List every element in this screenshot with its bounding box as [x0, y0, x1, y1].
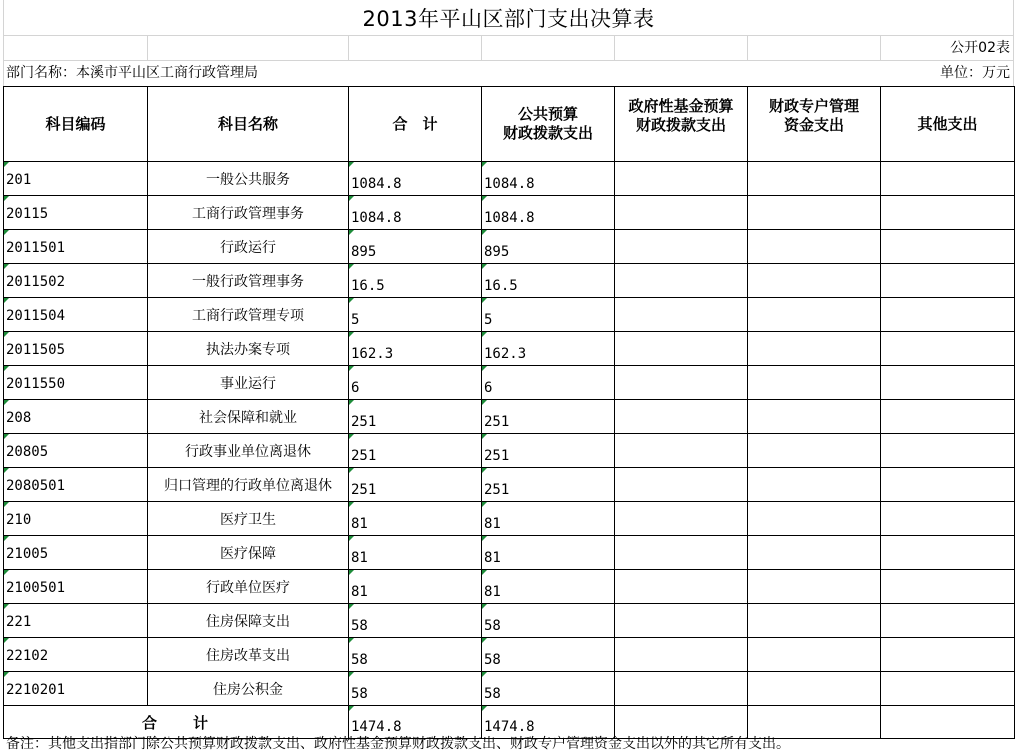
header-gov-fund-line2: 财政拨款支出 [635, 116, 726, 134]
subject-code: 2100501 [6, 580, 66, 596]
subject-code-cell [4, 570, 148, 604]
table-row [4, 366, 1015, 400]
gov-fund-cell [615, 672, 748, 706]
subject-code: 221 [6, 614, 32, 630]
other-cell [881, 502, 1015, 536]
total-cell [349, 264, 482, 298]
public-budget-cell [482, 672, 615, 706]
public-budget-value: 16.5 [484, 278, 518, 294]
cell-marker [349, 434, 354, 439]
special-account-cell [748, 570, 881, 604]
total-value: 81 [351, 516, 368, 532]
table-row [4, 332, 1015, 366]
total-cell [349, 638, 482, 672]
table-row [4, 604, 1015, 638]
cell-marker [349, 468, 354, 473]
public-budget-cell [482, 468, 615, 502]
public-budget-value: 81 [484, 584, 501, 600]
gov-fund-cell [615, 298, 748, 332]
subject-code-cell [4, 264, 148, 298]
total-cell [349, 672, 482, 706]
cell-marker [482, 638, 487, 643]
table-row [4, 400, 1015, 434]
total-cell [349, 536, 482, 570]
public-budget-cell [482, 604, 615, 638]
total-cell [349, 230, 482, 264]
subject-name: 社会保障和就业 [148, 400, 349, 434]
public-budget-cell [482, 570, 615, 604]
table-row [4, 468, 1015, 502]
special-account-cell [748, 332, 881, 366]
total-cell [349, 400, 482, 434]
total-cell [349, 196, 482, 230]
subject-code-cell [4, 400, 148, 434]
public-budget-cell [482, 638, 615, 672]
table-row [4, 570, 1015, 604]
table-row [4, 196, 1015, 230]
header-special-account [748, 87, 881, 162]
subject-code-cell [4, 536, 148, 570]
other-cell [881, 162, 1015, 196]
public-budget-value: 6 [484, 380, 493, 396]
cell-marker [4, 230, 9, 235]
public-budget-cell [482, 366, 615, 400]
public-budget-cell [482, 434, 615, 468]
special-account-cell [748, 638, 881, 672]
cell-marker [4, 298, 9, 303]
special-account-cell [748, 536, 881, 570]
cell-marker [4, 536, 9, 541]
header-gov-fund-line1: 政府性基金预算 [628, 97, 734, 115]
public-budget-cell [482, 264, 615, 298]
other-cell [881, 434, 1015, 468]
subject-name: 住房公积金 [148, 672, 349, 706]
table-row [4, 434, 1015, 468]
cell-marker [482, 298, 487, 303]
public-budget-value: 895 [484, 244, 510, 260]
total-cell [349, 298, 482, 332]
total-value: 251 [351, 414, 377, 430]
cell-marker [4, 502, 9, 507]
header-other: 其他支出 [881, 87, 1015, 162]
grid-line [747, 35, 748, 61]
grid-line [4, 35, 1014, 36]
public-budget-value: 58 [484, 652, 501, 668]
subject-name: 工商行政管理专项 [148, 298, 349, 332]
subject-code: 208 [6, 410, 32, 426]
special-account-cell [748, 468, 881, 502]
other-cell [881, 298, 1015, 332]
public-budget-value: 5 [484, 312, 493, 328]
gov-fund-cell [615, 400, 748, 434]
total-value: 895 [351, 244, 377, 260]
grid-line [614, 35, 615, 61]
subject-code: 2080501 [6, 478, 66, 494]
total-value: 16.5 [351, 278, 385, 294]
table-row [4, 502, 1015, 536]
other-cell [881, 366, 1015, 400]
public-budget-cell [482, 536, 615, 570]
header-public-budget-line1: 公共预算 [517, 105, 578, 123]
cell-marker [4, 366, 9, 371]
cell-marker [482, 400, 487, 405]
total-value: 58 [351, 652, 368, 668]
public-budget-value: 1084.8 [484, 176, 535, 192]
total-cell [349, 468, 482, 502]
total-cell [349, 434, 482, 468]
total-cell [349, 502, 482, 536]
subject-name: 医疗卫生 [148, 502, 349, 536]
table-row [4, 638, 1015, 672]
subject-code: 2011505 [6, 342, 66, 358]
special-account-cell [748, 672, 881, 706]
public-budget-value: 58 [484, 686, 501, 702]
other-cell [881, 536, 1015, 570]
subject-code-cell [4, 298, 148, 332]
subject-code: 2011502 [6, 274, 66, 290]
table-row [4, 230, 1015, 264]
table-row [4, 298, 1015, 332]
subject-code-cell [4, 332, 148, 366]
subject-name: 行政运行 [148, 230, 349, 264]
subject-code: 2210201 [6, 682, 66, 698]
header-code: 科目编码 [4, 87, 148, 162]
subject-code: 201 [6, 172, 32, 188]
gov-fund-cell [615, 604, 748, 638]
total-amount-value: 1474.8 [351, 719, 402, 735]
special-account-cell [748, 298, 881, 332]
subject-code-cell [4, 434, 148, 468]
public-budget-cell [482, 162, 615, 196]
subject-code: 2011501 [6, 240, 66, 256]
gov-fund-cell [615, 332, 748, 366]
grid-line [880, 35, 881, 61]
cell-marker [482, 196, 487, 201]
subject-code: 2011550 [6, 376, 66, 392]
total-cell [349, 604, 482, 638]
cell-marker [349, 502, 354, 507]
table-row [4, 162, 1015, 196]
subject-name: 行政单位医疗 [148, 570, 349, 604]
subject-code: 22102 [6, 648, 49, 664]
public-budget-value: 251 [484, 448, 510, 464]
special-account-cell [748, 196, 881, 230]
header-public-budget-line2: 财政拨款支出 [502, 124, 593, 142]
total-cell [349, 162, 482, 196]
cell-marker [349, 672, 354, 677]
total-value: 162.3 [351, 346, 394, 362]
header-row [4, 87, 1015, 162]
public-budget-value: 81 [484, 550, 501, 566]
total-value: 1084.8 [351, 176, 402, 192]
cell-marker [349, 638, 354, 643]
other-cell [881, 196, 1015, 230]
header-total: 合 计 [349, 87, 482, 162]
subject-name: 事业运行 [148, 366, 349, 400]
subject-code: 2011504 [6, 308, 66, 324]
other-cell [881, 400, 1015, 434]
public-budget-cell [482, 502, 615, 536]
grid-line [147, 35, 148, 61]
special-account-cell [748, 162, 881, 196]
other-cell [881, 468, 1015, 502]
total-label: 合 计 [4, 706, 349, 739]
special-account-cell [748, 434, 881, 468]
total-public-value: 1474.8 [484, 719, 535, 735]
public-budget-cell [482, 332, 615, 366]
cell-marker [349, 196, 354, 201]
subject-name: 执法办案专项 [148, 332, 349, 366]
subject-name: 住房保障支出 [148, 604, 349, 638]
subject-code: 210 [6, 512, 32, 528]
subject-code-cell [4, 196, 148, 230]
expenditure-table [3, 86, 1015, 739]
cell-marker [4, 332, 9, 337]
cell-marker [4, 162, 9, 167]
gov-fund-cell [615, 638, 748, 672]
unit-label: 单位：万元 [940, 65, 1010, 81]
header-public-budget [482, 87, 615, 162]
total-value: 58 [351, 618, 368, 634]
special-account-cell [748, 400, 881, 434]
cell-marker [482, 434, 487, 439]
cell-marker [482, 366, 487, 371]
total-cell [349, 366, 482, 400]
table-row [4, 536, 1015, 570]
subject-code-cell [4, 604, 148, 638]
other-cell [881, 230, 1015, 264]
total-value: 6 [351, 380, 360, 396]
subject-code-cell [4, 468, 148, 502]
gov-fund-cell [615, 162, 748, 196]
cell-marker [4, 434, 9, 439]
grid-line [348, 35, 349, 61]
header-name: 科目名称 [148, 87, 349, 162]
other-cell [881, 638, 1015, 672]
public-budget-value: 251 [484, 414, 510, 430]
gov-fund-cell [615, 230, 748, 264]
subject-code-cell [4, 230, 148, 264]
header-special-line1: 财政专户管理 [768, 97, 859, 115]
cell-marker [4, 672, 9, 677]
subject-name: 行政事业单位离退休 [148, 434, 349, 468]
cell-marker [482, 604, 487, 609]
cell-marker [4, 604, 9, 609]
total-value: 81 [351, 550, 368, 566]
public-budget-cell [482, 230, 615, 264]
grid-line [481, 35, 482, 61]
public-budget-value: 251 [484, 482, 510, 498]
gov-fund-cell [615, 536, 748, 570]
total-cell [349, 332, 482, 366]
special-account-cell [748, 230, 881, 264]
total-value: 1084.8 [351, 210, 402, 226]
gov-fund-cell [615, 570, 748, 604]
cell-marker [349, 536, 354, 541]
cell-marker [4, 638, 9, 643]
cell-marker [4, 264, 9, 269]
cell-marker [482, 468, 487, 473]
gov-fund-cell [615, 468, 748, 502]
subject-code: 21005 [6, 546, 49, 562]
form-number: 公开02表 [950, 40, 1010, 56]
footnote: 备注：其他支出指部门除公共预算财政拨款支出、政府性基金预算财政拨款支出、财政专户管理资金支出以外的其它所有支出。 [6, 736, 790, 752]
total-value: 251 [351, 482, 377, 498]
cell-marker [349, 230, 354, 235]
cell-marker [482, 706, 487, 711]
subject-name: 一般行政管理事务 [148, 264, 349, 298]
special-account-cell [748, 264, 881, 298]
total-other [881, 706, 1015, 739]
cell-marker [349, 604, 354, 609]
cell-marker [4, 196, 9, 201]
cell-marker [349, 706, 354, 711]
cell-marker [349, 298, 354, 303]
subject-name: 归口管理的行政单位离退休 [148, 468, 349, 502]
subject-name: 工商行政管理事务 [148, 196, 349, 230]
special-account-cell [748, 604, 881, 638]
cell-marker [349, 400, 354, 405]
gov-fund-cell [615, 264, 748, 298]
subject-code-cell [4, 366, 148, 400]
public-budget-value: 1084.8 [484, 210, 535, 226]
gov-fund-cell [615, 196, 748, 230]
public-budget-cell [482, 400, 615, 434]
cell-marker [482, 264, 487, 269]
other-cell [881, 264, 1015, 298]
header-gov-fund [615, 87, 748, 162]
other-cell [881, 332, 1015, 366]
cell-marker [349, 162, 354, 167]
cell-marker [482, 502, 487, 507]
cell-marker [482, 536, 487, 541]
total-value: 58 [351, 686, 368, 702]
department-name: 部门名称：本溪市平山区工商行政管理局 [6, 65, 258, 81]
subject-code-cell [4, 672, 148, 706]
public-budget-cell [482, 298, 615, 332]
total-value: 251 [351, 448, 377, 464]
subject-name: 一般公共服务 [148, 162, 349, 196]
subject-code: 20805 [6, 444, 49, 460]
total-value: 5 [351, 312, 360, 328]
cell-marker [482, 332, 487, 337]
gov-fund-cell [615, 366, 748, 400]
special-account-cell [748, 366, 881, 400]
table-row [4, 264, 1015, 298]
total-cell [349, 570, 482, 604]
cell-marker [482, 162, 487, 167]
public-budget-value: 81 [484, 516, 501, 532]
cell-marker [349, 332, 354, 337]
cell-marker [4, 570, 9, 575]
other-cell [881, 604, 1015, 638]
other-cell [881, 672, 1015, 706]
cell-marker [4, 400, 9, 405]
cell-marker [349, 570, 354, 575]
other-cell [881, 570, 1015, 604]
subject-code-cell [4, 502, 148, 536]
public-budget-value: 58 [484, 618, 501, 634]
subject-code-cell [4, 162, 148, 196]
subject-code: 20115 [6, 206, 49, 222]
header-special-line2: 资金支出 [783, 116, 844, 134]
subject-name: 住房改革支出 [148, 638, 349, 672]
gov-fund-cell [615, 502, 748, 536]
cell-marker [482, 672, 487, 677]
special-account-cell [748, 502, 881, 536]
table-row [4, 672, 1015, 706]
subject-code-cell [4, 638, 148, 672]
total-value: 81 [351, 584, 368, 600]
subject-name: 医疗保障 [148, 536, 349, 570]
cell-marker [4, 468, 9, 473]
public-budget-value: 162.3 [484, 346, 527, 362]
gov-fund-cell [615, 434, 748, 468]
cell-marker [349, 366, 354, 371]
public-budget-cell [482, 196, 615, 230]
cell-marker [349, 264, 354, 269]
cell-marker [482, 570, 487, 575]
cell-marker [482, 230, 487, 235]
page-title: 2013年平山区部门支出决算表 [4, 0, 1014, 35]
